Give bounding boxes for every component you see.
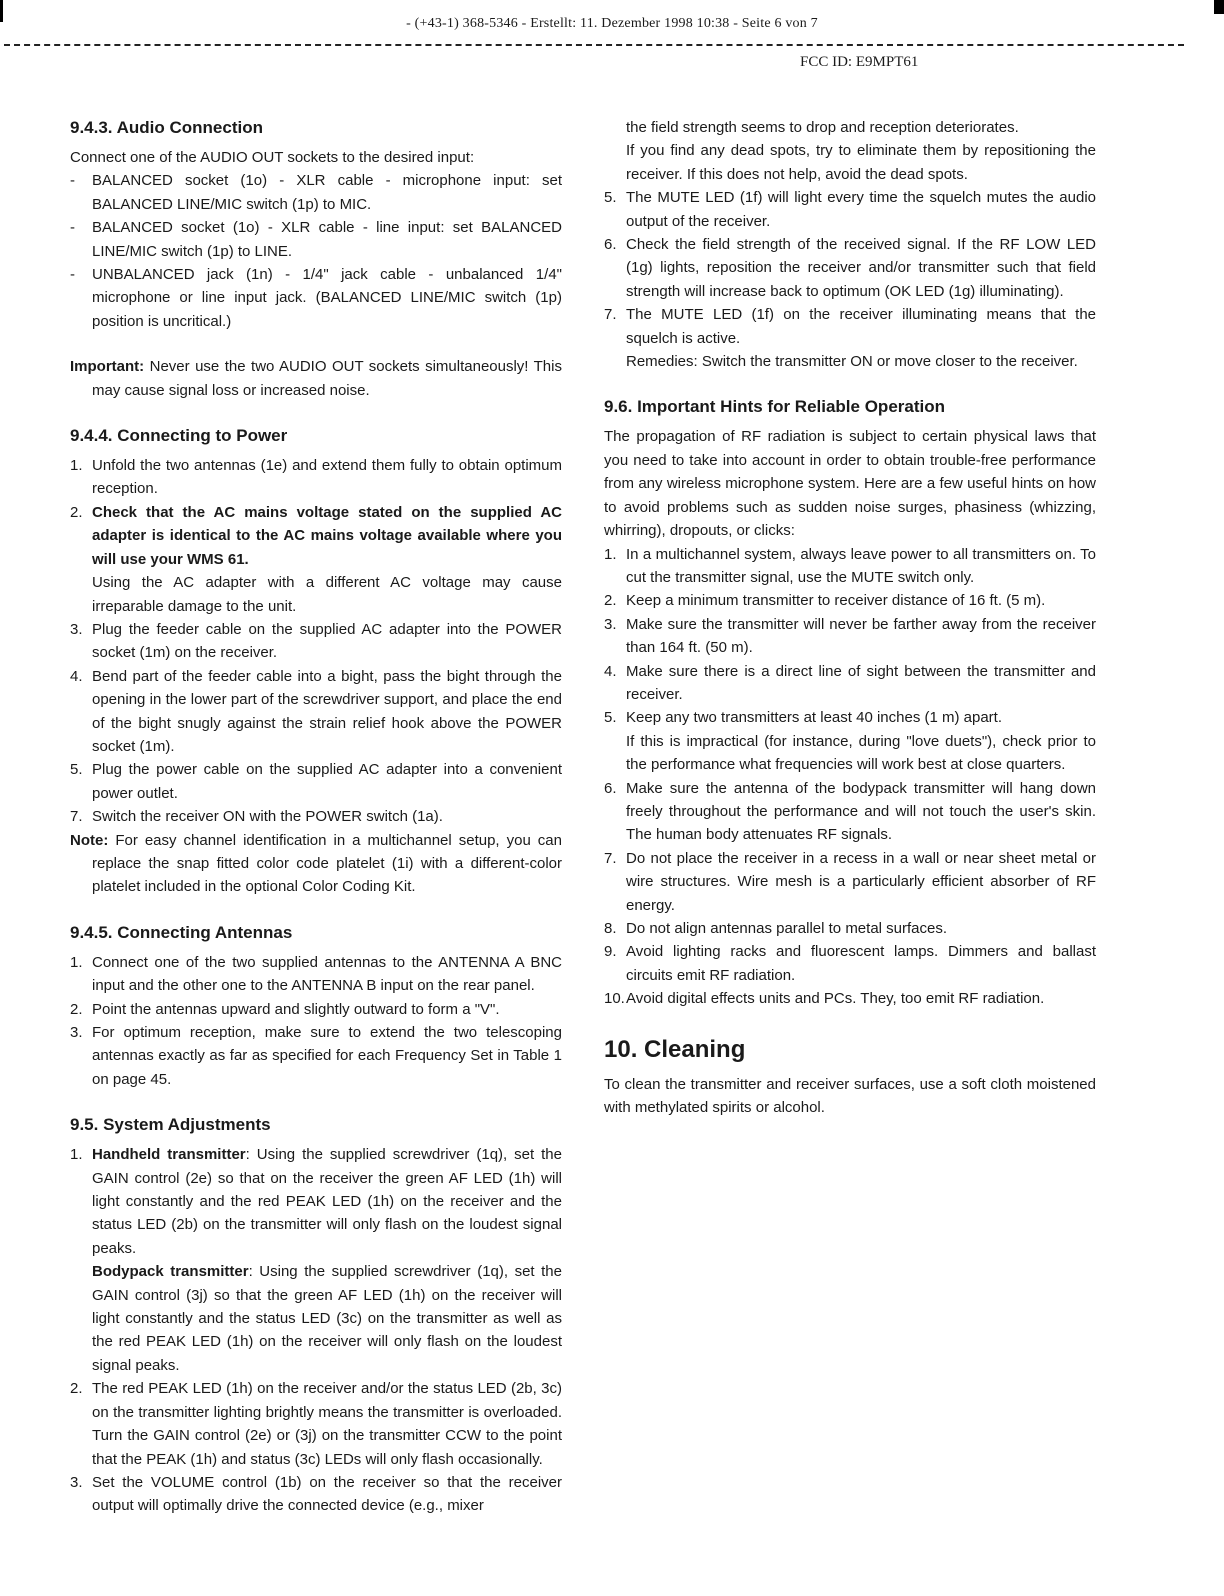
item-text: Plug the power cable on the supplied AC adapter into a convenient power outlet.: [92, 761, 562, 802]
numbered-list: [70, 1377, 562, 1517]
item-warning-bold: Check that the AC mains voltage stated on the supplied AC adapter is identical to the AC mains voltage available where you will use your WMS 61.: [92, 503, 562, 568]
list-item: [70, 1377, 562, 1471]
item-number: 3.: [70, 1473, 83, 1491]
list-item: [70, 1021, 562, 1091]
note-text: For easy channel identification in a multichannel setup, you can replace the snap fitted color code platelet (1i) with a different-color platelet included in the optional Color Coding Kit.: [92, 831, 562, 896]
right-column: [604, 116, 1096, 1141]
section-system-adjustments: [70, 1113, 562, 1518]
item-text: Unfold the two antennas (1e) and extend them fully to obtain optimum reception.: [92, 457, 562, 498]
item-number: 2.: [70, 1380, 83, 1398]
bodypack-label: Bodypack transmitter: [92, 1263, 249, 1281]
bodypack-paragraph: [70, 1260, 562, 1377]
item-text: Avoid lighting racks and fluorescent lamps. Dimmers and ballast circuits emit RF radiation.: [626, 943, 1096, 984]
section-heading: 10. Cleaning: [604, 1035, 746, 1063]
list-item: [604, 186, 1096, 233]
item-text: For optimum reception, make sure to extend the two telescoping antennas exactly as far as specified for each Frequency Set in Table 1 on page 45.: [92, 1024, 562, 1088]
list-item: [604, 917, 1096, 940]
item-text: In a multichannel system, always leave power to all transmitters on. To cut the transmitter signal, use the MUTE switch only.: [626, 545, 1096, 586]
list-item: [604, 940, 1096, 987]
numbered-list: [70, 951, 562, 1091]
item-text: Make sure the antenna of the bodypack transmitter will hang down freely throughout the performance and will not touch the user's skin. The human body attenuates RF signals.: [626, 779, 1096, 844]
item-number: 3.: [70, 620, 83, 638]
paragraph: the field strength seems to drop and reception deteriorates.: [626, 119, 1019, 136]
item-text: : Using the supplied screwdriver (1q), set the GAIN control (3j) so that the green AF LED (1h) on the receiver will light constantly and the status LED (3c) on the transmitter as well as the red PEAK LED (1h) on the receiver will only flash on the loudest signal peaks.: [92, 1263, 562, 1374]
section-heading: 9.4.5. Connecting Antennas: [70, 922, 293, 942]
note-label: Note:: [70, 831, 109, 849]
list-item: [604, 706, 1096, 776]
item-number: 6.: [604, 779, 617, 797]
section-audio-connection: [70, 116, 562, 402]
item-number: 10.: [604, 990, 625, 1008]
list-item: [604, 777, 1096, 847]
item-number: 5.: [70, 761, 83, 779]
item-text: Bend part of the feeder cable into a bight, pass the bight through the opening in the lower part of the screwdriver support, and place the end of the bight snugly against the strain relief hook above the POWER socket (1m).: [92, 667, 562, 755]
item-number: 5.: [604, 189, 617, 207]
item-number: 1.: [70, 953, 83, 971]
list-item: [604, 589, 1096, 612]
item-number: 8.: [604, 920, 617, 937]
paragraph: If you find any dead spots, try to eliminate them by repositioning the receiver. If this does not help, avoid the dead spots.: [626, 142, 1096, 183]
item-text: Avoid digital effects units and PCs. They, too emit RF radiation.: [626, 990, 1045, 1008]
item-number: 7.: [70, 808, 83, 826]
list-item: [604, 613, 1096, 660]
fax-header: - (+43-1) 368-5346 - Erstellt: 11. Dezember 1998 10:38 - Seite 6 von 7: [406, 16, 818, 31]
item-number: 7.: [604, 849, 617, 867]
item-text: Plug the feeder cable on the supplied AC adapter into the POWER socket (1m) on the receiver.: [92, 620, 562, 662]
scan-edge-mark: [1214, 0, 1224, 14]
section-reliable-operation: [604, 395, 1096, 1010]
list-item: [70, 758, 562, 805]
paragraph: The propagation of RF radiation is subject to certain physical laws that you need to take into account in order to obtain trouble-free performance from any wireless microphone system. Here are a few useful hints on how to avoid problems such as sudden noise surges, phasiness (whizzing, whirring), dropouts, or clicks:: [604, 428, 1096, 540]
fax-separator-line: [4, 44, 1184, 46]
list-item: [604, 847, 1096, 917]
list-item: [70, 501, 562, 618]
section-heading: 9.6. Important Hints for Reliable Operation: [604, 397, 945, 417]
list-item: - UNBALANCED jack (1n) - 1/4" jack cable - unbalanced 1/4" microphone or line input jack. (BALANCED LINE/MIC switch (1p) position is uncritical.): [70, 263, 562, 333]
list-item: [70, 1471, 562, 1518]
item-text: : Using the supplied screwdriver (1q), set the GAIN control (2e) so that on the receiver the green AF LED (1h) will light constantly and the red PEAK LED (1h) on the receiver and the status LED (2b) on the transmitter will only flash on the loudest signal peaks.: [92, 1146, 562, 1257]
item-number: 1.: [70, 1146, 83, 1164]
item-text: Make sure the transmitter will never be farther away from the receiver than 164 ft. (50 m).: [626, 615, 1096, 657]
important-note: [70, 355, 562, 402]
item-text: Switch the receiver ON with the POWER switch (1a).: [92, 808, 443, 826]
list-item: [70, 665, 562, 759]
item-text: Keep any two transmitters at least 40 inches (1 m) apart.: [626, 709, 1003, 727]
item-text: Connect one of the two supplied antennas to the ANTENNA A BNC input and the other one to the ANTENNA B input on the rear panel.: [92, 953, 562, 995]
item-text: Check the field strength of the received signal. If the RF LOW LED (1g) lights, reposition the receiver and/or transmitter such that field strength will increase back to optimum (OK LED (1g) illuminating).: [626, 236, 1096, 300]
item-number: 2.: [70, 503, 83, 521]
numbered-list: [70, 1143, 562, 1260]
list-item: [70, 454, 562, 501]
list-item: [70, 805, 562, 828]
list-item: [604, 303, 1096, 350]
handheld-label: Handheld transmitter: [92, 1146, 246, 1164]
item-text: Do not align antennas parallel to metal surfaces.: [626, 920, 948, 937]
item-text: Make sure there is a direct line of sight between the transmitter and receiver.: [626, 662, 1096, 703]
list-item: [604, 543, 1096, 590]
section-connecting-antennas: [70, 921, 562, 1091]
item-text: The MUTE LED (1f) will light every time the squelch mutes the audio output of the receiver.: [626, 189, 1096, 230]
paragraph: Remedies: Switch the transmitter ON or move closer to the receiver.: [626, 353, 1078, 371]
section-heading: 9.4.4. Connecting to Power: [70, 426, 288, 446]
item-number: 9.: [604, 943, 617, 961]
section-heading: 9.4.3. Audio Connection: [70, 118, 263, 137]
list-item: [70, 998, 562, 1021]
section-heading: 9.5. System Adjustments: [70, 1115, 271, 1135]
item-text: The red PEAK LED (1h) on the receiver and/or the status LED (2b, 3c) on the transmitter lighting brightly means the transmitter is overloaded. Turn the GAIN control (2e) or (3j) on the transmitter CCW to the point that the PEAK (1h) and status (3c) LEDs will only flash occasionally.: [92, 1380, 562, 1468]
important-text: Never use the two AUDIO OUT sockets simultaneously! This may cause signal loss or increased noise.: [92, 358, 562, 399]
item-number: 4.: [70, 667, 83, 685]
left-column: [70, 116, 562, 1540]
item-text: Keep a minimum transmitter to receiver distance of 16 ft. (5 m).: [626, 592, 1046, 610]
numbered-list: [604, 543, 1096, 1011]
paragraph: Connect one of the AUDIO OUT sockets to the desired input:: [70, 149, 475, 166]
list-item: [70, 1143, 562, 1260]
section-adjustments-continued: [604, 116, 1096, 373]
item-number: 6.: [604, 236, 617, 254]
fcc-id: FCC ID: E9MPT61: [800, 54, 919, 70]
item-text: Do not place the receiver in a recess in a wall or near sheet metal or wire structures. Wire mesh is a particularly efficient absorber of RF energy.: [626, 849, 1096, 914]
item-number: 1.: [604, 545, 617, 563]
item-number: 4.: [604, 662, 617, 680]
section-connecting-power: [70, 424, 562, 899]
list-item: [70, 618, 562, 665]
numbered-list: [70, 454, 562, 829]
numbered-list: [604, 186, 1096, 350]
item-number: 3.: [70, 1024, 83, 1041]
item-number: 1.: [70, 457, 83, 475]
list-item: [70, 951, 562, 998]
item-number: 7.: [604, 306, 617, 324]
item-text: Using the AC adapter with a different AC voltage may cause irreparable damage to the unit.: [92, 574, 562, 615]
section-cleaning: [604, 1033, 1096, 1120]
important-label: Important:: [70, 358, 145, 376]
item-text: The MUTE LED (1f) on the receiver illuminating means that the squelch is active.: [626, 306, 1096, 347]
item-number: 2.: [70, 1000, 83, 1018]
item-text: Point the antennas upward and slightly outward to form a "V".: [92, 1000, 500, 1018]
list-item: [604, 660, 1096, 707]
list-item: [604, 233, 1096, 303]
item-number: 2.: [604, 592, 617, 610]
list-item: - BALANCED socket (1o) - XLR cable - microphone input: set BALANCED LINE/MIC switch (1p) to MIC.: [70, 169, 562, 216]
note: [70, 829, 562, 899]
item-subtext: If this is impractical (for instance, during "love duets"), check prior to the performance what frequencies will work best at close quarters.: [626, 732, 1096, 774]
bullet-list: [70, 169, 562, 333]
item-number: 5.: [604, 709, 617, 727]
list-item: - BALANCED socket (1o) - XLR cable - line input: set BALANCED LINE/MIC switch (1p) to LINE.: [70, 216, 562, 263]
paragraph: To clean the transmitter and receiver surfaces, use a soft cloth moistened with methylated spirits or alcohol.: [604, 1075, 1096, 1117]
list-item: [604, 987, 1096, 1010]
item-number: 3.: [604, 615, 617, 633]
item-text: Set the VOLUME control (1b) on the receiver so that the receiver output will optimally drive the connected device (e.g., mixer: [92, 1473, 562, 1515]
